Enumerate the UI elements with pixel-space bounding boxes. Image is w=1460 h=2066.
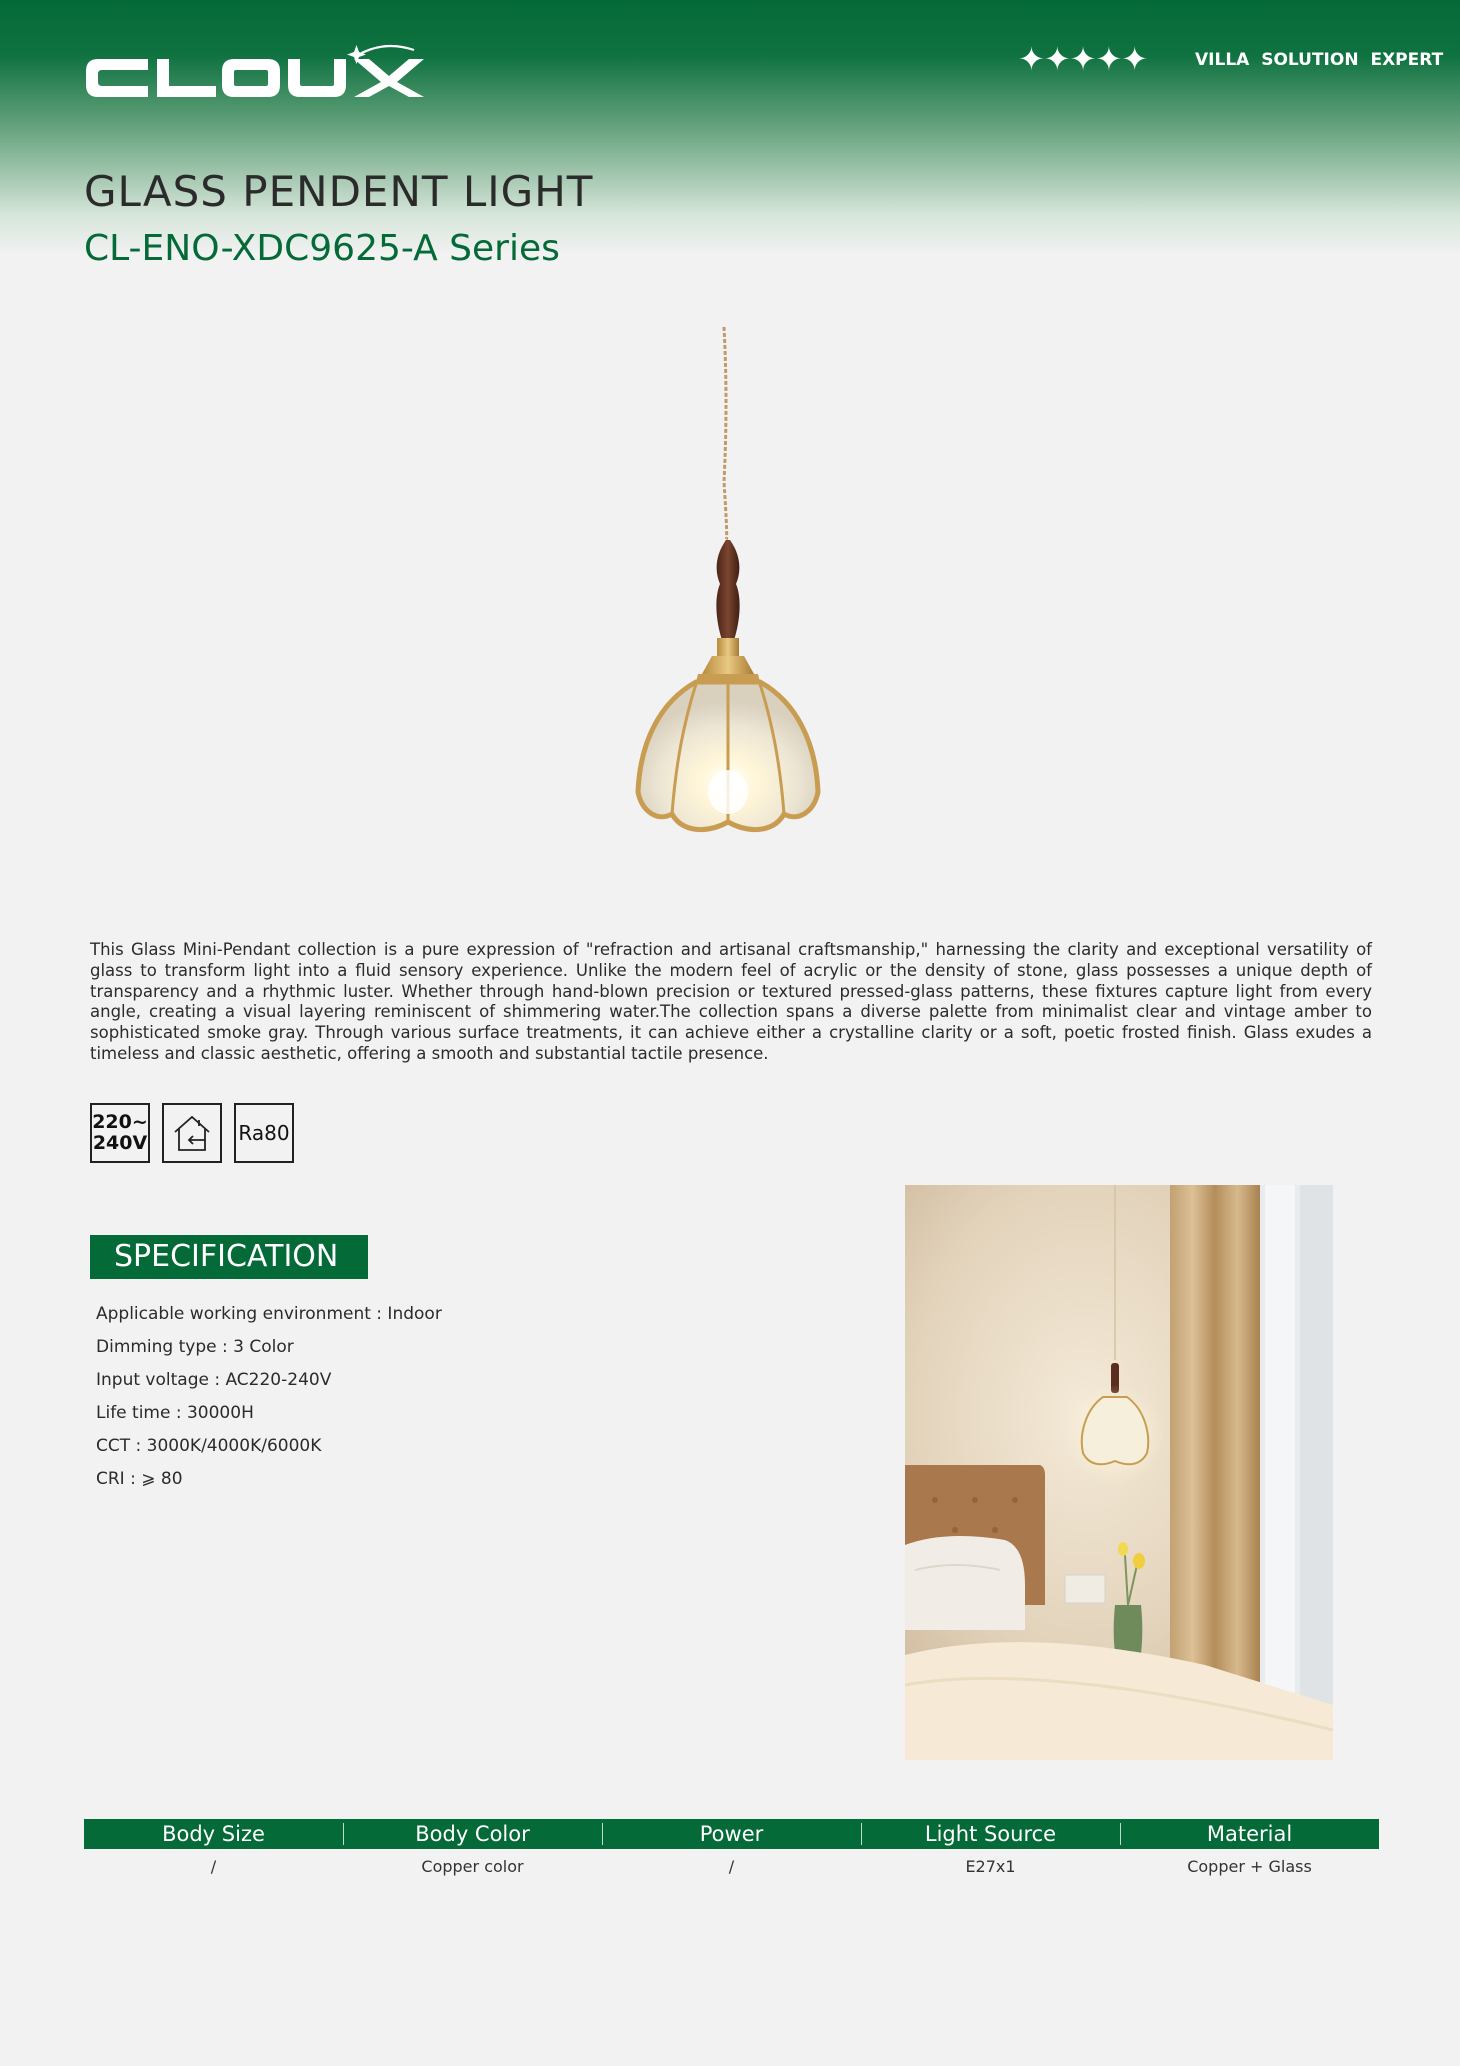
product-title: GLASS PENDENT LIGHT (84, 167, 594, 216)
cell-light-source: E27x1 (965, 1857, 1016, 1876)
col-power: Power (602, 1819, 861, 1849)
spec-item-dimming: Dimming type : 3 Color (96, 1337, 294, 1357)
cell-power: / (728, 1857, 735, 1876)
cloux-logo (84, 42, 436, 100)
indoor-house-icon (169, 1112, 215, 1154)
indoor-badge (162, 1103, 222, 1163)
col-material: Material (1120, 1819, 1379, 1849)
cell-material: Copper + Glass (1187, 1857, 1312, 1876)
rating-stars: ✦✦✦✦✦ (1018, 40, 1148, 78)
product-table-row (84, 1855, 1379, 1879)
brand-tagline: VILLA SOLUTION EXPERT (1195, 50, 1444, 70)
bedroom-scene-image (905, 1185, 1333, 1760)
col-body-size: Body Size (162, 1822, 265, 1846)
cell-body-color: Copper color (421, 1857, 524, 1876)
col-light-source: Light Source (861, 1819, 1120, 1849)
voltage-line-1: 220~ (92, 1111, 148, 1133)
spec-item-cct: CCT : 3000K/4000K/6000K (96, 1436, 322, 1456)
cri-badge: Ra80 (234, 1103, 294, 1163)
spec-item-cri: CRI : ⩾ 80 (96, 1469, 183, 1489)
feature-badges (90, 1103, 294, 1163)
pendant-lamp-image (580, 322, 880, 882)
voltage-line-2: 240V (92, 1132, 148, 1154)
product-table-header (84, 1819, 1379, 1849)
spec-item-voltage: Input voltage : AC220-240V (96, 1370, 332, 1390)
col-body-color: Body Color (343, 1819, 602, 1849)
spec-item-environment: Applicable working environment : Indoor (96, 1304, 442, 1324)
product-series: CL-ENO-XDC9625-A Series (84, 228, 560, 269)
product-description: This Glass Mini-Pendant collection is a pure expression of "refraction and artisanal craftsmanship," harnessing the clarity and exceptional versatility of glass to transform light into a fluid sensory experience. Unlike the modern feel of acrylic or the density of stone, glass possesses a unique depth of transparency and a rhythmic luster. Whether through hand-blown precision or textured pressed-glass patterns, these fixtures capture light from every angle, creating a visual layering reminiscent of shimmering water.The collection spans a diverse palette from minimalist clear and vintage amber to sophisticated smoke gray. Through various surface treatments, it can achieve either a crystalline clarity or a soft, poetic frosted finish. Glass exudes a timeless and classic aesthetic, offering a smooth and substantial tactile presence. (90, 940, 1372, 1063)
spec-item-lifetime: Life time : 30000H (96, 1403, 254, 1423)
specification-list (96, 1302, 442, 1500)
voltage-badge (90, 1103, 150, 1163)
cell-body-size: / (210, 1857, 217, 1876)
specification-heading: SPECIFICATION (90, 1235, 368, 1279)
